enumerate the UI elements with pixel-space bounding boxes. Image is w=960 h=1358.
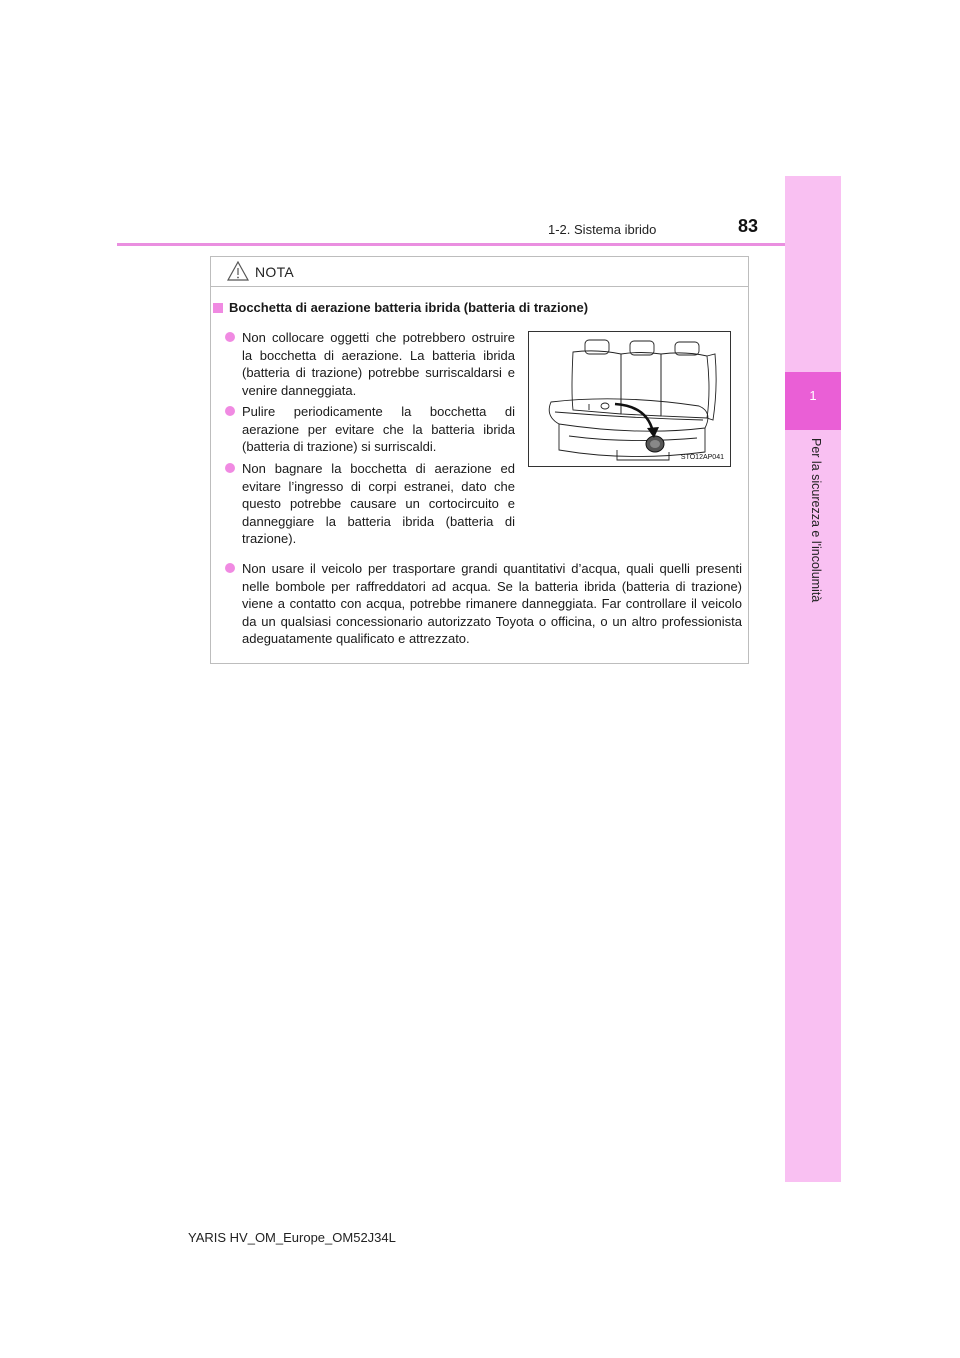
page-number: 83 (738, 216, 759, 236)
rear-seat-illustration (528, 331, 731, 467)
note-bullet-text: Non usare il veicolo per trasportare grandi quantitativi d’acqua, quali quelli presenti nelle bombole per raffreddatori ad acqua. Se la batteria ibrida (batteria di trazione) viene a contatto con acqua, potrebbe rimanere danneggiata. Far controllare il veicolo da un qualsiasi concessionario autorizzato Toyota o officina, o un altro professionista adeguatamente qualificato e attrezzato. (242, 561, 742, 647)
chapter-label: Per la sicurezza e l'incolumità (809, 438, 823, 603)
note-heading (213, 300, 588, 315)
warning-triangle-icon (227, 261, 249, 281)
note-bullet (242, 403, 515, 456)
bullet-dot-icon (225, 563, 235, 573)
document-id-footer: YARIS HV_OM_Europe_OM52J34L (188, 1230, 396, 1245)
square-bullet-icon (213, 303, 223, 313)
note-header (211, 257, 748, 287)
header-rule (117, 243, 785, 246)
note-bullet-text: Non collocare oggetti che potrebbero ostruire la bocchetta di aerazione. La batteria ibrida (batteria di trazione) potrebbe surriscaldarsi e venire danneggiata. (242, 330, 515, 398)
note-box (210, 256, 749, 664)
rear-seat-vent-drawing (529, 332, 732, 468)
figure-code: STO12AP041 (680, 454, 724, 461)
bullet-dot-icon (225, 463, 235, 473)
note-bullet (242, 329, 515, 399)
note-bullet-text: Pulire periodicamente la bocchetta di aerazione per evitare che la batteria ibrida (batteria di trazione) si surriscaldi. (242, 404, 515, 455)
bullet-dot-icon (225, 332, 235, 342)
note-heading-text: Bocchetta di aerazione batteria ibrida (batteria di trazione) (229, 300, 589, 315)
bullet-dot-icon (225, 406, 235, 416)
note-bullet (242, 460, 515, 548)
note-bullet-text: Non bagnare la bocchetta di aerazione ed evitare l’ingresso di corpi estranei, dato che questo potrebbe causare un cortocircuito e danneggiare la batteria ibrida (batteria di trazione). (242, 461, 515, 547)
chapter-number: 1 (809, 388, 817, 403)
note-bullet (242, 560, 742, 648)
note-title: NOTA (255, 264, 295, 280)
section-title: 1-2. Sistema ibrido (548, 222, 657, 237)
